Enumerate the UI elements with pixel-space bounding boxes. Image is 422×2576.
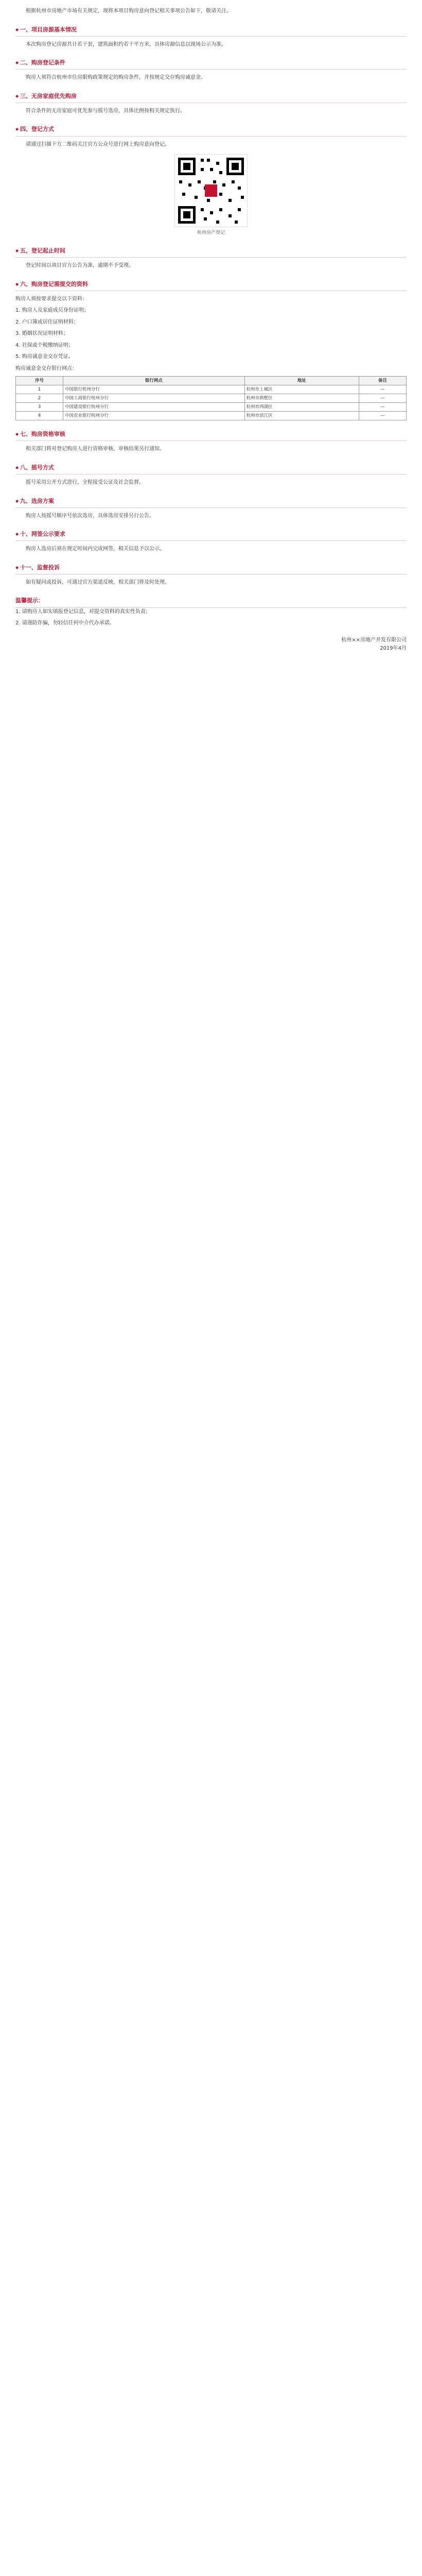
table-header-cell: 序号 (16, 377, 63, 385)
table-header-row (16, 377, 407, 385)
section-11-text: 如有疑问或投诉，可通过官方渠道反映，相关部门将及时处理。 (26, 579, 170, 585)
intro-text: 根据杭州市房地产市场有关规定，现将本项目购房意向登记相关事项公告如下，敬请关注。 (26, 8, 232, 14)
table-header-cell: 备注 (359, 377, 406, 385)
signature-date: 2019年4月 (380, 646, 407, 652)
bank-branch-table (15, 376, 407, 420)
section-title-8: ◆ 八、摇号方式 (15, 461, 407, 474)
section-6-item: 5. 购房诚意金交存凭证。 (15, 354, 74, 360)
table-row (16, 385, 407, 394)
table-cell: 4 (16, 412, 63, 420)
qr-caption: 杭州房产登记 (197, 230, 225, 236)
table-cell: — (359, 403, 406, 412)
hint-title: 温馨提示： (15, 596, 407, 607)
section-2-text: 购房人须符合杭州市住房限购政策规定的购房条件，并按规定交存购房诚意金。 (26, 75, 206, 81)
table-cell: 2 (16, 394, 63, 403)
section-6-item: 2. 户口簿或居住证明材料； (15, 319, 79, 325)
section-6-item: 4. 社保或个税缴纳证明； (15, 342, 74, 348)
section-6-item: 3. 婚姻状况证明材料； (15, 331, 68, 337)
section-8-text: 摇号采用公开方式进行，全程接受公证及社会监督。 (26, 480, 144, 486)
hint-item: 2. 请谨防诈骗，勿轻信任何中介代办承诺。 (15, 620, 115, 626)
section-title-6: ◆ 六、购房登记需提交的资料 (15, 278, 407, 291)
section-9-text: 购房人按摇号顺序号依次选房，具体选房安排另行公告。 (26, 513, 154, 519)
table-row (16, 394, 407, 403)
section-10-text: 购房人选房后须在规定时间内完成网签，相关信息予以公示。 (26, 546, 165, 552)
section-title-3: ◆ 三、无房家庭优先购房 (15, 90, 407, 103)
announcement-page (15, 0, 407, 664)
table-cell: 1 (16, 385, 63, 394)
table-cell: 杭州市西湖区 (244, 403, 359, 412)
table-header-cell: 地址 (244, 377, 359, 385)
section-title-10: ◆ 十、网签公示要求 (15, 528, 407, 541)
section-title-7: ◆ 七、购房资格审核 (15, 428, 407, 441)
section-1-text: 本次购房登记房源共计若干套，建筑面积约若干平方米，具体房源信息以现场公示为准。 (26, 41, 226, 47)
section-title-5: ◆ 五、登记起止时间 (15, 244, 407, 258)
table-cell: 中国农业银行杭州分行 (63, 412, 245, 420)
section-7-text: 相关部门将对登记购房人进行资格审核，审核结果另行通知。 (26, 446, 165, 452)
section-6-intro: 购房人须按要求提交以下资料： (15, 296, 87, 302)
table-cell: 杭州市上城区 (244, 385, 359, 394)
qr-code-block (167, 154, 255, 237)
bank-table-caption: 购房诚意金交存银行网点： (15, 365, 77, 371)
section-title-2: ◆ 二、购房登记条件 (15, 56, 407, 70)
table-cell: 杭州市拱墅区 (244, 394, 359, 403)
table-header-cell: 银行网点 (63, 377, 245, 385)
qr-code-graphic (175, 155, 247, 227)
table-cell: 3 (16, 403, 63, 412)
table-cell: 杭州市滨江区 (244, 412, 359, 420)
signature-org: 杭州××房地产开发有限公司 (341, 637, 407, 643)
table-row (16, 412, 407, 420)
section-3-text: 符合条件的无房家庭可优先参与摇号选房，具体比例按相关规定执行。 (26, 108, 185, 114)
table-cell: — (359, 385, 406, 394)
table-cell: 中国工商银行杭州分行 (63, 394, 245, 403)
section-4-text: 请通过扫描下方二维码关注官方公众号进行网上购房意向登记。 (26, 141, 170, 147)
table-cell: — (359, 412, 406, 420)
signature-block (15, 636, 407, 653)
qr-code[interactable] (174, 154, 248, 227)
section-title-4: ◆ 四、登记方式 (15, 123, 407, 136)
section-6-item: 1. 购房人及家庭成员身份证明； (15, 308, 89, 314)
table-cell: 中国建设银行杭州分行 (63, 403, 245, 412)
table-cell: — (359, 394, 406, 403)
section-title-1: ◆ 一、项目房源基本情况 (15, 23, 407, 37)
section-5-text: 登记时间以项目官方公告为准，逾期不予受理。 (26, 263, 134, 269)
section-title-9: ◆ 九、选房方案 (15, 495, 407, 508)
table-cell: 中国银行杭州分行 (63, 385, 245, 394)
hint-item: 1. 请购房人如实填报登记信息，对提交资料的真实性负责； (15, 608, 151, 615)
section-title-11: ◆ 十一、监督投诉 (15, 561, 407, 574)
table-row (16, 403, 407, 412)
